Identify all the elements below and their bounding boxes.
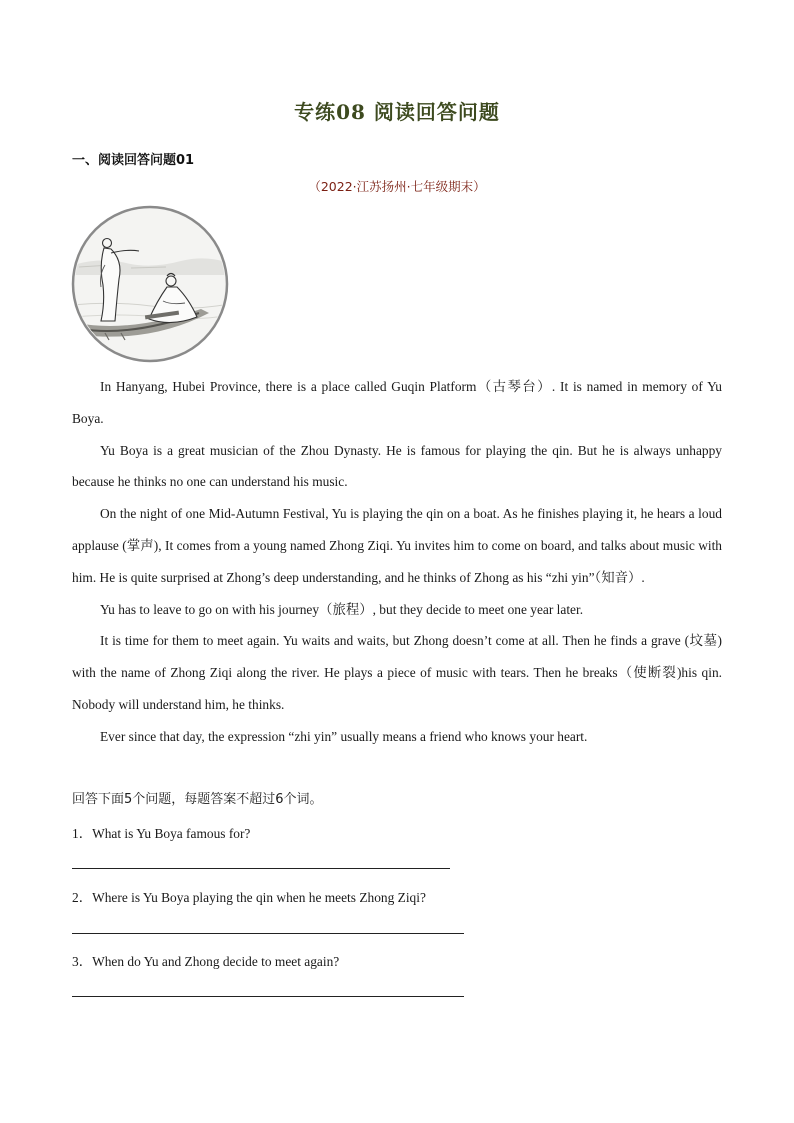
answer-line-3[interactable] (72, 996, 464, 997)
section-heading: 一、阅读回答问题01 (72, 153, 195, 168)
passage-paragraph: Ever since that day, the expression “zhi yin” usually means a friend who knows your heart. (100, 728, 588, 744)
answer-line-1[interactable] (72, 868, 450, 869)
answer-line-2[interactable] (72, 933, 464, 934)
passage-paragraph: It is time for them to meet again. Yu waits and waits, but Zhong doesn’t come at all. Then he finds a grave (坟墓) with the name of Zhong Ziqi along the river. He plays a piece of music with tears. Then he breaks（使断裂)his qin. Nobody will understand him, he thinks. (72, 633, 722, 712)
ink-painting-boat-musicians-icon (71, 205, 229, 363)
passage-paragraph: In Hanyang, Hubei Province, there is a place called Guqin Platform（古琴台）. It is named in memory of Yu Boya. (72, 379, 722, 426)
passage-paragraph: Yu Boya is a great musician of the Zhou Dynasty. He is famous for playing the qin. But he is always unhappy because he thinks no one can understand his music. (72, 442, 722, 490)
source-note: （2022·江苏扬州·七年级期末） (308, 179, 486, 194)
instruction: 回答下面5个问题，每题答案不超过6个词。 (72, 792, 323, 807)
question-3: 3．When do Yu and Zhong decide to meet again? (72, 954, 340, 969)
question-2: 2．Where is Yu Boya playing the qin when he meets Zhong Ziqi? (72, 890, 426, 905)
passage-paragraph: On the night of one Mid-Autumn Festival, Yu is playing the qin on a boat. As he finishes playing it, he hears a loud applause (掌声), It comes from a young named Zhong Ziqi. Yu invites him to come on board, and talks about music with him. He is quite surprised at Zhong’s deep understanding, and he thinks of Zhong as his “zhi yin”（知音）. (72, 506, 722, 585)
page-title: 专练08 阅读回答问题 (294, 100, 500, 124)
question-1: 1．What is Yu Boya famous for? (72, 826, 251, 841)
reading-passage (72, 371, 722, 753)
passage-paragraph: Yu has to leave to go on with his journey（旅程）, but they decide to meet one year later. (100, 601, 584, 617)
